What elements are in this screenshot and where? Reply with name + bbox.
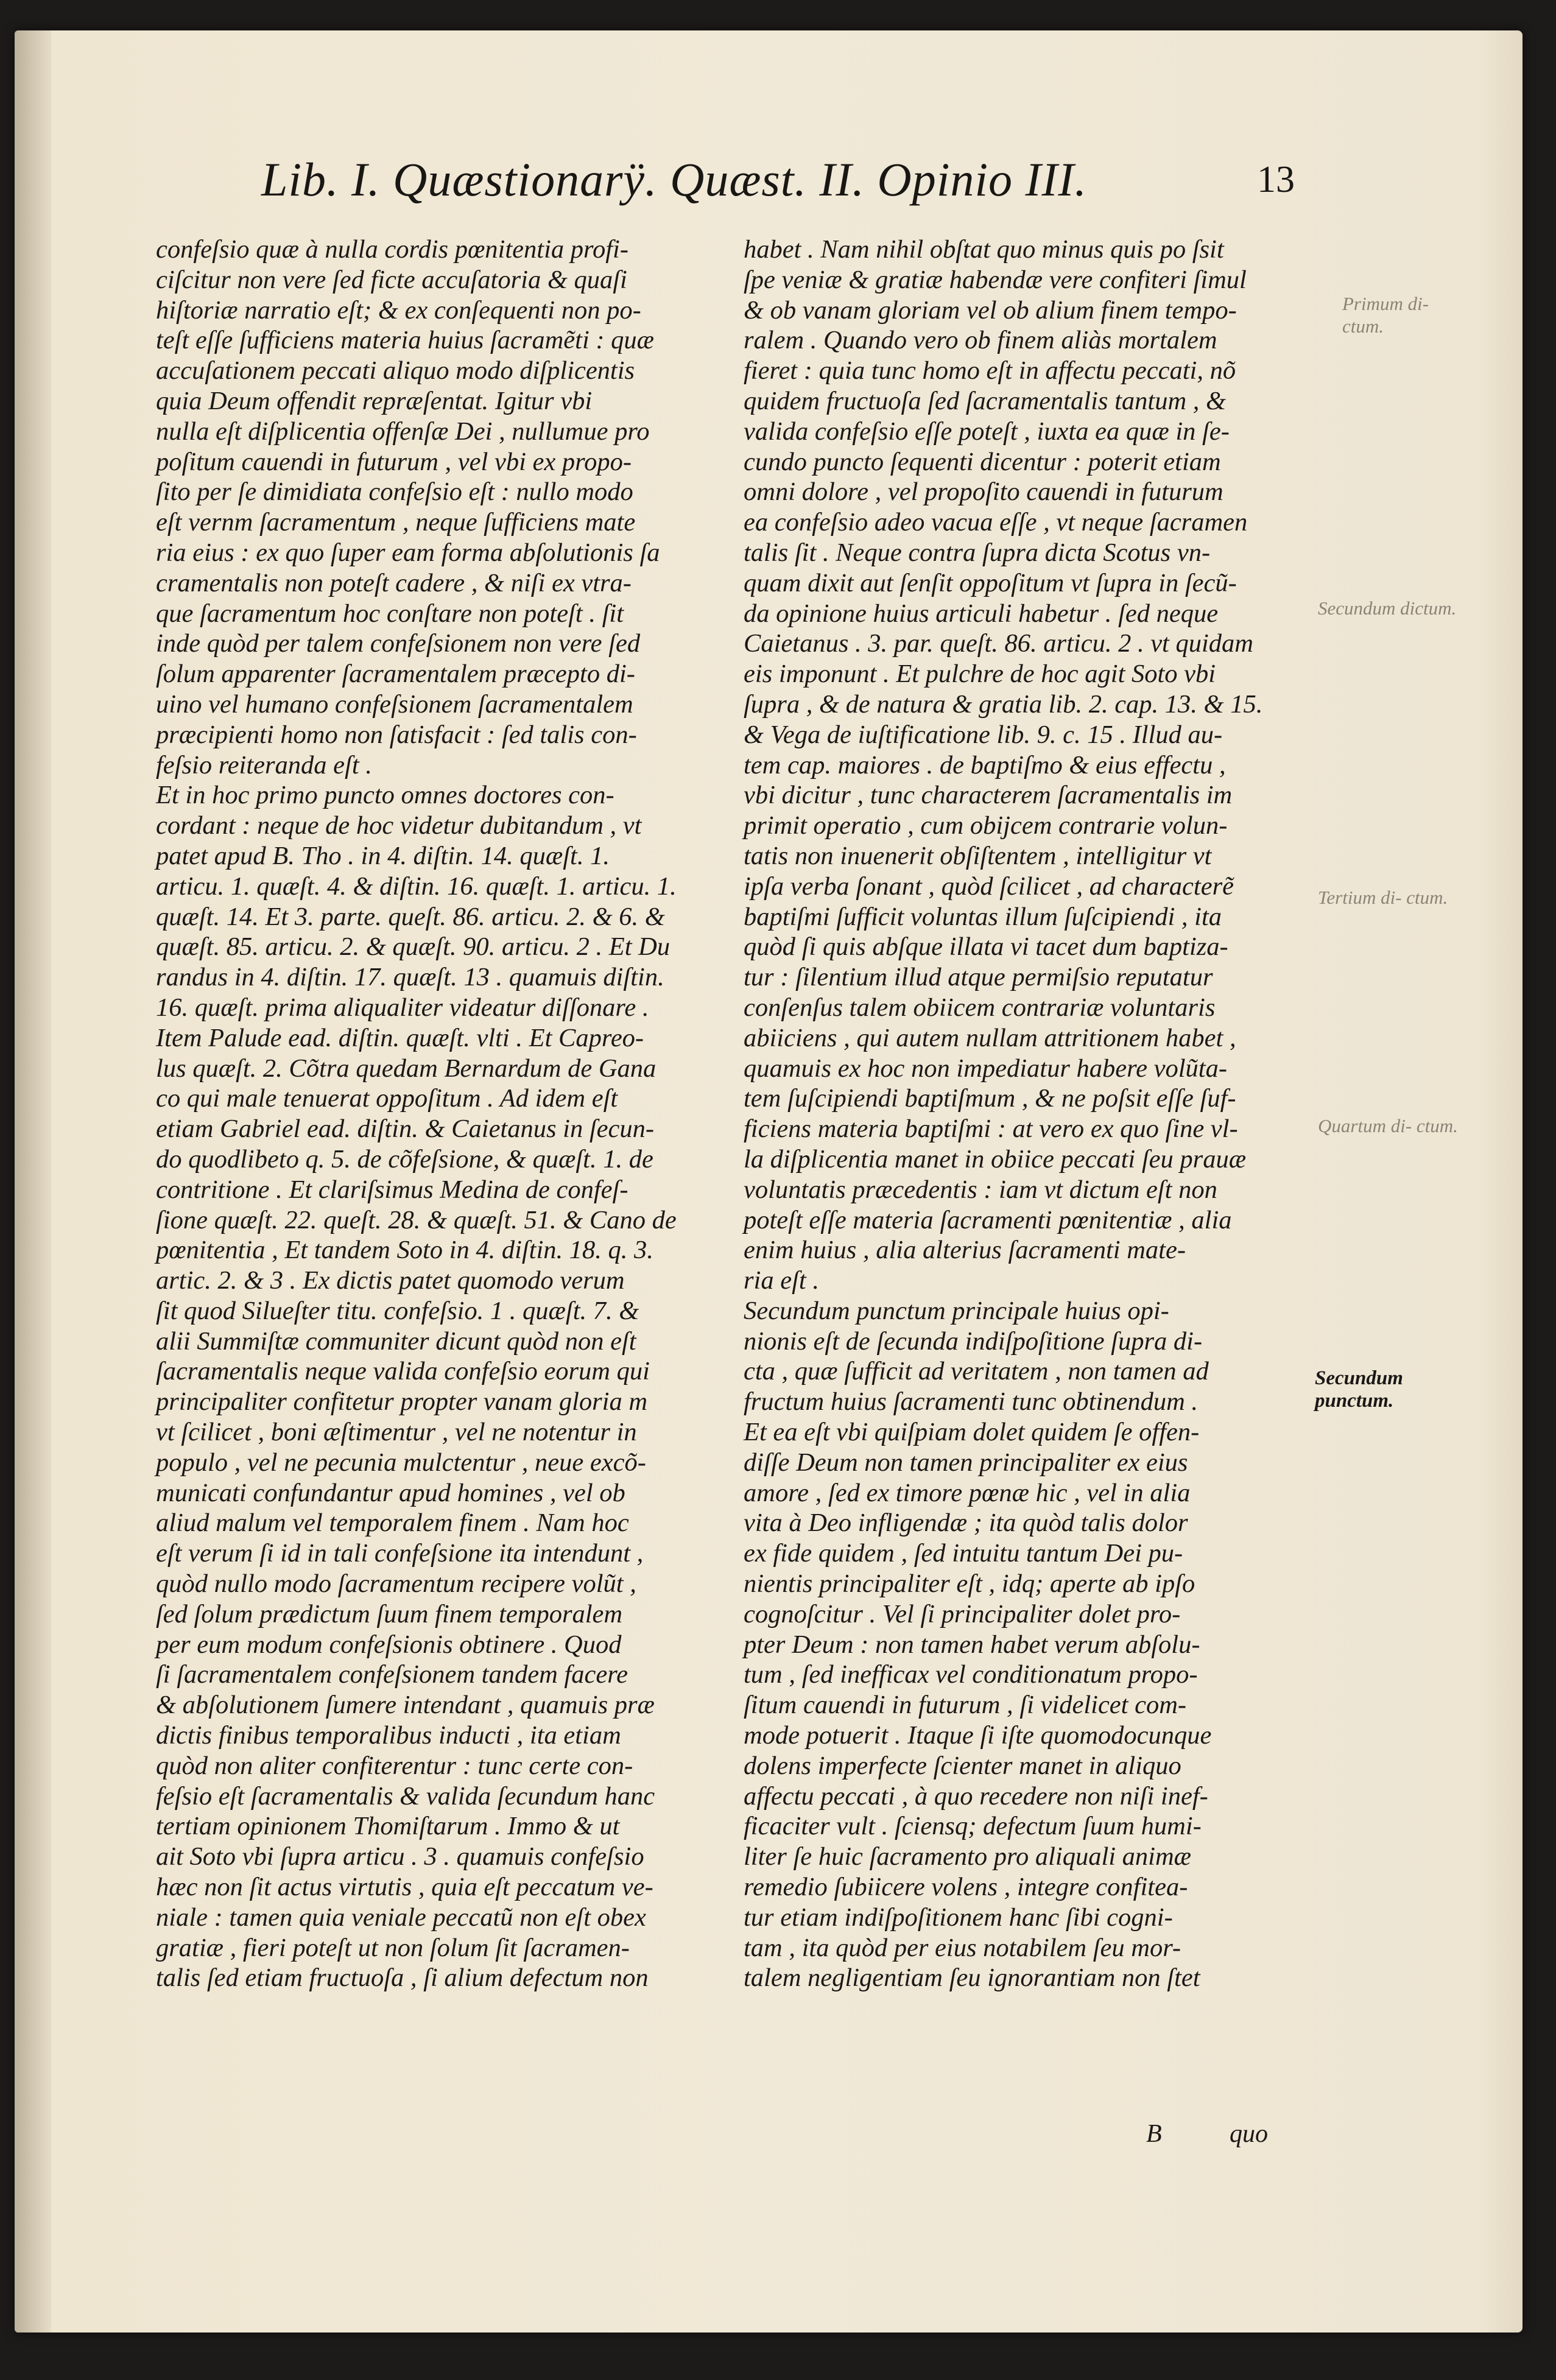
- text-line: habet . Nam nihil obſtat quo minus quis po ſsit: [744, 235, 1224, 264]
- text-line: voluntatis præcedentis : iam vt dictum eſt non: [744, 1175, 1217, 1204]
- text-line: eis imponunt . Et pulchre de hoc agit Soto vbi: [744, 660, 1216, 689]
- text-line: ea confeſsio adeo vacua eſſe , vt neque ſacramen: [744, 508, 1248, 537]
- text-line: ſit quod Silueſter titu. confeſsio. 1 . quæſt. 7. &: [156, 1296, 639, 1325]
- text-line: que ſacramentum hoc conſtare non poteſt . ſit: [156, 599, 624, 628]
- text-line: quæſt. 85. articu. 2. & quæſt. 90. articu. 2 . Et Du: [156, 932, 671, 962]
- text-line: quæſt. 14. Et 3. parte. queſt. 86. articu. 2. & 6. &: [156, 902, 665, 931]
- text-line: cramentalis non poteſt cadere , & niſi ex vtra-: [156, 568, 632, 597]
- text-line: ſupra , & de natura & gratia lib. 2. cap. 13. & 15.: [744, 689, 1263, 719]
- text-line: quamuis ex hoc non impediatur habere volũta-: [744, 1054, 1227, 1083]
- running-head: Lib. I. Quæstionarÿ. Quæst. II. Opinio III.: [261, 153, 1087, 206]
- margin-note-quartum: Quartum di- ctum.: [1318, 1115, 1458, 1136]
- text-line: 16. quæſt. prima aliqualiter videatur diſſonare .: [156, 993, 649, 1022]
- text-line: dictis finibus temporalibus inducti , ita etiam: [156, 1721, 621, 1750]
- text-line: inde quòd per talem confeſsionem non vere ſed: [156, 629, 641, 658]
- margin-note-secundum: Secundum dictum.: [1318, 597, 1457, 619]
- text-line: gratiæ , fieri poteſt ut non ſolum ſit ſacramen-: [156, 1933, 630, 1962]
- text-line: contritione . Et clariſsimus Medina de confeſ-: [156, 1175, 628, 1204]
- text-line: tur : ſilentium illud atque permiſsio reputatur: [744, 963, 1213, 992]
- text-line: vt ſcilicet , boni æſtimentur , vel ne notentur in: [156, 1418, 637, 1447]
- page-gutter: [15, 30, 51, 2332]
- text-line: ſito per ſe dimidiata confeſsio eſt : nullo modo: [156, 477, 633, 507]
- text-line: pter Deum : non tamen habet verum abſolu-: [744, 1630, 1200, 1659]
- page-header: [15, 152, 1523, 219]
- text-line: abiiciens , qui autem nullam attritionem habet ,: [744, 1023, 1236, 1052]
- text-line: ſi ſacramentalem confeſsionem tandem facere: [156, 1660, 628, 1689]
- text-line: do quodlibeto q. 5. de cõfeſsione, & quæſt. 1. de: [156, 1144, 653, 1174]
- text-line: cordant : neque de hoc videtur dubitandum , vt: [156, 811, 642, 840]
- text-line: tem ſuſcipiendi baptiſmum , & ne poſsit eſſe ſuf-: [744, 1084, 1236, 1113]
- text-line: talis ſit . Neque contra ſupra dicta Scotus vn-: [744, 538, 1211, 567]
- text-line: ria eſt .: [744, 1266, 819, 1295]
- text-line: confeſsio quæ à nulla cordis pœnitentia profi-: [156, 235, 628, 264]
- text-line: nulla eſt diſplicentia offenſæ Dei , nullumue pro: [156, 417, 650, 446]
- text-line: tertiam opinionem Thomiſtarum . Immo & ut: [156, 1812, 620, 1841]
- text-line: uino vel humano confeſsionem ſacramentalem: [156, 689, 633, 719]
- text-line: ex fide quidem , ſed intuitu tantum Dei pu-: [744, 1539, 1183, 1568]
- text-line: ficaciter vult . ſciensq; defectum ſuum humi-: [744, 1812, 1202, 1841]
- text-line: quia Deum offendit repræſentat. Igitur vbi: [156, 386, 593, 415]
- text-line: articu. 1. quæſt. 4. & diſtin. 16. quæſt. 1. articu. 1.: [156, 871, 677, 901]
- text-line: tatis non inuenerit obſiſtentem , intelligitur vt: [744, 841, 1212, 870]
- text-line: feſsio reiteranda eſt .: [156, 750, 372, 780]
- text-line: principaliter confitetur propter vanam gloria m: [156, 1387, 648, 1417]
- text-line: omni dolore , vel propoſito cauendi in futurum: [744, 477, 1223, 507]
- text-line: ralem . Quando vero ob finem aliàs mortalem: [744, 326, 1217, 355]
- text-line: lus quæſt. 2. Cõtra quedam Bernardum de Gana: [156, 1054, 657, 1083]
- text-line: quòd nullo modo ſacramentum recipere volũt ,: [156, 1569, 636, 1599]
- text-line: & abſolutionem ſumere intendant , quamuis præ: [156, 1691, 655, 1720]
- text-line: enim huius , alia alterius ſacramenti mate-: [744, 1236, 1186, 1265]
- text-line: eſt verum ſi id in tali confeſsione ita intendunt ,: [156, 1539, 644, 1568]
- text-line: primit operatio , cum obijcem contrarie volun-: [744, 811, 1228, 840]
- text-line: aliud malum vel temporalem finem . Nam hoc: [156, 1509, 629, 1538]
- text-line: patet apud B. Tho . in 4. diſtin. 14. quæſt. 1.: [156, 841, 610, 870]
- text-line: baptiſmi ſufficit voluntas illum ſuſcipiendi , ita: [744, 902, 1222, 931]
- text-line: ciſcitur non vere ſed ficte accuſatoria & quaſi: [156, 265, 627, 294]
- text-line: niale : tamen quia veniale peccatũ non eſt obex: [156, 1903, 646, 1932]
- text-line: feſsio eſt ſacramentalis & valida ſecundum hanc: [156, 1781, 655, 1811]
- text-line: nionis eſt de ſecunda indiſpoſitione ſupra di-: [744, 1326, 1203, 1356]
- text-line: talis ſed etiam fructuoſa , ſi alium defectum non: [156, 1963, 649, 1993]
- text-line: tem cap. maiores . de baptiſmo & eius effectu ,: [744, 750, 1226, 780]
- text-line: per eum modum confeſsionis obtinere . Quod: [156, 1630, 622, 1659]
- text-line: Item Palude ead. diſtin. quæſt. vlti . Et Capreo-: [156, 1023, 644, 1052]
- text-line: Secundum punctum principale huius opi-: [744, 1296, 1169, 1325]
- margin-note-primum: Primum di- ctum.: [1342, 293, 1429, 337]
- text-line: tam , ita quòd per eius notabilem ſeu mor-: [744, 1933, 1181, 1962]
- text-line: ficiens materia baptiſmi : at vero ex quo ſine vl-: [744, 1114, 1238, 1144]
- text-line: ſed ſolum prædictum ſuum finem temporalem: [156, 1599, 623, 1628]
- text-line: quòd non aliter confiterentur : tunc certe con-: [156, 1751, 633, 1780]
- text-line: ſione quæſt. 22. queſt. 28. & quæſt. 51. & Cano de: [156, 1205, 677, 1234]
- text-line: ſpe veniæ & gratiæ habendæ vere confiteri ſimul: [744, 265, 1247, 294]
- text-line: & ob vanam gloriam vel ob alium finem tempo-: [744, 295, 1237, 325]
- text-line: tum , ſed inefficax vel conditionatum propo-: [744, 1660, 1198, 1689]
- text-line: artic. 2. & 3 . Ex dictis patet quomodo verum: [156, 1266, 625, 1295]
- text-line: talem negligentiam ſeu ignorantiam non ſtet: [744, 1963, 1200, 1993]
- text-line: da opinione huius articuli habetur . ſed neque: [744, 599, 1219, 628]
- text-line: dolens imperfecte ſcienter manet in aliquo: [744, 1751, 1181, 1780]
- text-line: etiam Gabriel ead. diſtin. & Caietanus in ſecun-: [156, 1114, 655, 1144]
- book-page: [15, 30, 1523, 2332]
- text-line: poſitum cauendi in futurum , vel vbi ex propo-: [156, 447, 632, 476]
- text-line: liter ſe huic ſacramento pro aliquali animæ: [744, 1842, 1192, 1871]
- text-line: ria eius : ex quo ſuper eam forma abſolutionis ſa: [156, 538, 660, 567]
- margin-note-tertium: Tertium di- ctum.: [1318, 887, 1448, 908]
- left-text-column: [156, 234, 716, 1993]
- text-line: quidem fructuoſa ſed ſacramentalis tantum , &: [744, 386, 1227, 415]
- text-line: cognoſcitur . Vel ſi principaliter dolet pro-: [744, 1599, 1181, 1628]
- text-line: valida confeſsio eſſe poteſt , iuxta ea quæ in ſe-: [744, 417, 1230, 446]
- text-line: teſt eſſe ſufficiens materia huius ſacramẽti : quæ: [156, 326, 655, 355]
- text-line: pœnitentia , Et tandem Soto in 4. diſtin. 18. q. 3.: [156, 1236, 653, 1265]
- text-line: populo , vel ne pecunia mulctentur , neue excõ-: [156, 1448, 646, 1477]
- text-line: ait Soto vbi ſupra articu . 3 . quamuis confeſsio: [156, 1842, 644, 1871]
- text-line: quòd ſi quis abſque illata vi tacet dum baptiza-: [744, 932, 1228, 962]
- text-line: ipſa verba ſonant , quòd ſcilicet , ad characterẽ: [744, 871, 1234, 901]
- text-line: hæc non ſit actus virtutis , quia eſt peccatum ve-: [156, 1873, 653, 1902]
- text-line: nientis principaliter eſt , idq; aperte ab ipſo: [744, 1569, 1195, 1599]
- text-line: & Vega de iuſtificatione lib. 9. c. 15 . Illud au-: [744, 720, 1223, 749]
- text-line: Et in hoc primo puncto omnes doctores con-: [156, 781, 614, 810]
- text-line: municati confundantur apud homines , vel ob: [156, 1478, 625, 1507]
- text-line: Et ea eſt vbi quiſpiam dolet quidem ſe offen-: [744, 1418, 1200, 1447]
- text-line: cta , quæ ſufficit ad veritatem , non tamen ad: [744, 1357, 1209, 1386]
- text-line: ſacramentalis neque valida confeſsio eorum qui: [156, 1357, 650, 1386]
- text-line: remedio ſubiicere volens , integre confitea-: [744, 1873, 1188, 1902]
- margin-note-secundum-punctum: Secundum punctum.: [1315, 1367, 1403, 1412]
- signature-mark: B: [1146, 2120, 1162, 2148]
- text-line: præcipienti homo non ſatisfacit : ſed talis con-: [156, 720, 637, 749]
- text-line: affectu peccati , à quo recedere non niſi inef-: [744, 1781, 1208, 1811]
- text-line: fieret : quia tunc homo eſt in affectu peccati, nõ: [744, 356, 1236, 386]
- text-line: tur etiam indiſpoſitionem hanc ſibi cogni-: [744, 1903, 1173, 1932]
- text-line: ſolum apparenter ſacramentalem præcepto di-: [156, 660, 635, 689]
- text-line: quam dixit aut ſenſit oppoſitum vt ſupra in ſecũ-: [744, 568, 1237, 597]
- text-line: vita à Deo infligendæ ; ita quòd talis dolor: [744, 1509, 1188, 1538]
- catchword: quo: [1230, 2120, 1268, 2148]
- text-line: eſt vernm ſacramentum , neque ſufficiens mate: [156, 508, 636, 537]
- text-line: mode potuerit . Itaque ſi iſte quomodocunque: [744, 1721, 1212, 1750]
- text-line: amore , ſed ex timore pœnæ hic , vel in alia: [744, 1478, 1191, 1507]
- page-number: 13: [1257, 159, 1295, 200]
- text-line: diſſe Deum non tamen principaliter ex eius: [744, 1448, 1188, 1477]
- text-line: Caietanus . 3. par. queſt. 86. articu. 2 . vt quidam: [744, 629, 1253, 658]
- text-line: accuſationem peccati aliquo modo diſplicentis: [156, 356, 635, 386]
- text-line: conſenſus talem obiicem contrariæ voluntaris: [744, 993, 1216, 1022]
- text-line: co qui male tenuerat oppoſitum . Ad idem eſt: [156, 1084, 618, 1113]
- text-line: poteſt eſſe materia ſacramenti pœnitentiæ , alia: [744, 1205, 1232, 1234]
- text-line: hiſtoriæ narratio eſt; & ex conſequenti non po-: [156, 295, 641, 325]
- text-line: alii Summiſtæ communiter dicunt quòd non eſt: [156, 1326, 636, 1356]
- text-line: ſitum cauendi in futurum , ſi videlicet com-: [744, 1691, 1187, 1720]
- text-line: cundo puncto ſequenti dicentur : poterit etiam: [744, 447, 1221, 476]
- text-line: la diſplicentia manet in obiice peccati ſeu prauæ: [744, 1144, 1247, 1174]
- right-text-column: [744, 234, 1310, 1993]
- text-line: vbi dicitur , tunc characterem ſacramentalis im: [744, 781, 1233, 810]
- text-line: fructum huius ſacramenti tunc obtinendum .: [744, 1387, 1199, 1417]
- text-line: randus in 4. diſtin. 17. quæſt. 13 . quamuis diſtin.: [156, 963, 664, 992]
